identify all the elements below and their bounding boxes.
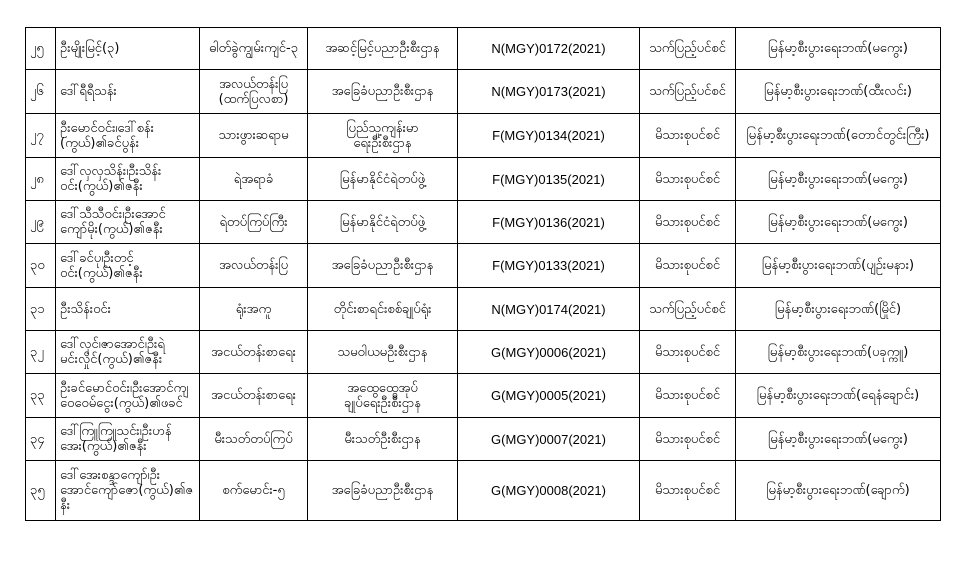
pension-code: N(MGY)0172(2021) xyxy=(458,28,640,70)
pensioner-name: ဒေါ်ကြူကြူသင်း၊ဦးဟန် အေး(ကွယ်)၏ဇနီး xyxy=(56,418,200,461)
table-row xyxy=(26,461,941,521)
table-row xyxy=(26,331,941,374)
bank-branch: မြန်မာ့စီးပွားရေးဘဏ်(ပျဉ်းမနား) xyxy=(736,244,941,288)
table-row xyxy=(26,28,941,70)
department: အထွေထွေအုပ် ချုပ်ရေးဦးစီးဌာန xyxy=(308,374,458,418)
table-row xyxy=(26,374,941,418)
pensioner-name: ဒေါ်သီသီဝင်း၊ဦးအောင် ကျော်မိုး(ကွယ်)၏ဇနီး xyxy=(56,201,200,244)
table-row xyxy=(26,418,941,461)
row-number: ၃၅ xyxy=(26,461,56,521)
row-number: ၂၈ xyxy=(26,158,56,201)
position: အငယ်တန်းစာရေး xyxy=(200,331,308,374)
pensioner-name: ဦးမောင်ဝင်း၊ဒေါ်စန်း (ကွယ်)၏ခင်ပွန်း xyxy=(56,114,200,158)
department: အဆင့်မြင့်ပညာဦးစီးဌာန xyxy=(308,28,458,70)
department: မြန်မာနိုင်ငံရဲတပ်ဖွဲ့ xyxy=(308,158,458,201)
department: ပြည်သူ့ကျန်းမာ ရေးဦးစီးဌာန xyxy=(308,114,458,158)
row-number: ၂၇ xyxy=(26,114,56,158)
department: အခြေခံပညာဦးစီးဌာန xyxy=(308,244,458,288)
pension-type: မိသားစုပင်စင် xyxy=(640,331,736,374)
table-row xyxy=(26,201,941,244)
table-row xyxy=(26,288,941,331)
row-number: ၃၃ xyxy=(26,374,56,418)
pension-code: F(MGY)0133(2021) xyxy=(458,244,640,288)
bank-branch: မြန်မာ့စီးပွားရေးဘဏ်(ပခုက္ကူ) xyxy=(736,331,941,374)
position: မီးသတ်တပ်ကြပ် xyxy=(200,418,308,461)
pension-type: သက်ပြည့်ပင်စင် xyxy=(640,28,736,70)
pension-code: F(MGY)0136(2021) xyxy=(458,201,640,244)
position: အလယ်တန်းပြ (ထက်ပြလစာ) xyxy=(200,70,308,114)
position: ရဲအရာခံ xyxy=(200,158,308,201)
position: ဓါတ်ခွဲကျွမ်းကျင်-၃ xyxy=(200,28,308,70)
table-row xyxy=(26,114,941,158)
pensioner-name: ဒေါ်အေးစန္ဒာကျော်၊ဦး အောင်ကျော်ဇော(ကွယ်)၏ဇ နီး xyxy=(56,461,200,521)
position: ရဲတပ်ကြပ်ကြီး xyxy=(200,201,308,244)
bank-branch: မြန်မာ့စီးပွားရေးဘဏ်(တောင်တွင်းကြီး) xyxy=(736,114,941,158)
bank-branch: မြန်မာ့စီးပွားရေးဘဏ်(မြိုင်) xyxy=(736,288,941,331)
department: သမဝါယမဦးစီးဌာန xyxy=(308,331,458,374)
row-number: ၂၉ xyxy=(26,201,56,244)
bank-branch: မြန်မာ့စီးပွားရေးဘဏ်(မကွေး) xyxy=(736,201,941,244)
department: တိုင်းစာရင်းစစ်ချုပ်ရုံး xyxy=(308,288,458,331)
bank-branch: မြန်မာ့စီးပွားရေးဘဏ်(မကွေး) xyxy=(736,28,941,70)
bank-branch: မြန်မာ့စီးပွားရေးဘဏ်(မကွေး) xyxy=(736,158,941,201)
table-row xyxy=(26,244,941,288)
row-number: ၃၄ xyxy=(26,418,56,461)
pension-type: မိသားစုပင်စင် xyxy=(640,114,736,158)
department: မြန်မာနိုင်ငံရဲတပ်ဖွဲ့ xyxy=(308,201,458,244)
pensioner-name: ဒေါ်ခင်ပု၊ဦးတင့် ဝင်း(ကွယ်)၏ဇနီး xyxy=(56,244,200,288)
position: စက်မောင်း-၅ xyxy=(200,461,308,521)
row-number: ၂၅ xyxy=(26,28,56,70)
department: အခြေခံပညာဦးစီးဌာန xyxy=(308,461,458,521)
department: အခြေခံပညာဦးစီးဌာန xyxy=(308,70,458,114)
row-number: ၃၁ xyxy=(26,288,56,331)
pensioner-name: ဦးသိန်းဝင်း xyxy=(56,288,200,331)
pension-code: G(MGY)0008(2021) xyxy=(458,461,640,521)
pension-type: မိသားစုပင်စင် xyxy=(640,374,736,418)
pension-code: F(MGY)0135(2021) xyxy=(458,158,640,201)
pension-code: G(MGY)0006(2021) xyxy=(458,331,640,374)
row-number: ၃၀ xyxy=(26,244,56,288)
pension-code: F(MGY)0134(2021) xyxy=(458,114,640,158)
table-row xyxy=(26,158,941,201)
position: အငယ်တန်းစာရေး xyxy=(200,374,308,418)
pensioner-name: ဒေါ်ရီရီသန်း xyxy=(56,70,200,114)
pension-code: N(MGY)0173(2021) xyxy=(458,70,640,114)
bank-branch: မြန်မာ့စီးပွားရေးဘဏ်(ရေနံချောင်း) xyxy=(736,374,941,418)
bank-branch: မြန်မာ့စီးပွားရေးဘဏ်(ချောက်) xyxy=(736,461,941,521)
pensioner-name: ဒေါ်လှင်၊ဇာအောင်၊ဦးရဲ မင်းလှိုင်(ကွယ်)၏ဇနီး xyxy=(56,331,200,374)
pension-type: မိသားစုပင်စင် xyxy=(640,244,736,288)
position: အလယ်တန်းပြ xyxy=(200,244,308,288)
pension-type: မိသားစုပင်စင် xyxy=(640,461,736,521)
pension-type: သက်ပြည့်ပင်စင် xyxy=(640,288,736,331)
pension-table xyxy=(25,27,941,521)
bank-branch: မြန်မာ့စီးပွားရေးဘဏ်(ထီးလင်း) xyxy=(736,70,941,114)
bank-branch: မြန်မာ့စီးပွားရေးဘဏ်(မကွေး) xyxy=(736,418,941,461)
position: ရုံးအကူ xyxy=(200,288,308,331)
position: သားဖွားဆရာမ xyxy=(200,114,308,158)
pension-type: မိသားစုပင်စင် xyxy=(640,158,736,201)
row-number: ၂၆ xyxy=(26,70,56,114)
pension-code: G(MGY)0007(2021) xyxy=(458,418,640,461)
pension-code: G(MGY)0005(2021) xyxy=(458,374,640,418)
department: မီးသတ်ဦးစီးဌာန xyxy=(308,418,458,461)
pension-type: မိသားစုပင်စင် xyxy=(640,201,736,244)
pension-code: N(MGY)0174(2021) xyxy=(458,288,640,331)
row-number: ၃၂ xyxy=(26,331,56,374)
pensioner-name: ဒေါ်လှလှသိန်း၊ဦးသိန်း ဝင်း(ကွယ်)၏ဇနီး xyxy=(56,158,200,201)
pension-type: သက်ပြည့်ပင်စင် xyxy=(640,70,736,114)
table-row xyxy=(26,70,941,114)
pensioner-name: ဦးမျိုးမြင့်(၃) xyxy=(56,28,200,70)
pension-type: မိသားစုပင်စင် xyxy=(640,418,736,461)
pensioner-name: ဦးခင်မောင်ဝင်း၊ဦးအောင်ကျ ဝေဝေမ်ငွေး(ကွယ်)၏ဖခင် xyxy=(56,374,200,418)
